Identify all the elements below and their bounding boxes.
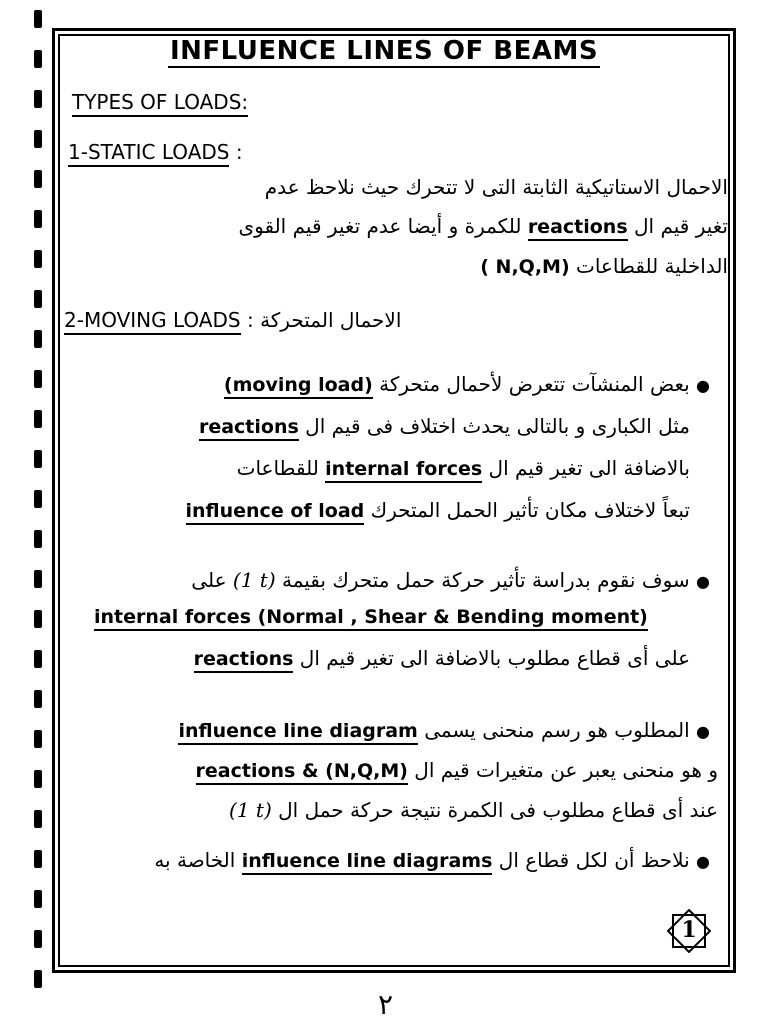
footer-mark: ٢ — [378, 988, 394, 1021]
bullet2-line-2: internal forces (Normal , Shear & Bending moment) — [94, 606, 648, 628]
bullet3-line-1: ● المطلوب هو رسم منحنى يسمى influence line diagram — [178, 718, 710, 742]
bullet1-line-4: تبعاً لاختلاف مكان تأثير الحمل المتحرك influence of load — [186, 498, 691, 522]
bullet1-line-3: بالاضافة الى تغير قيم ال internal forces للقطاعات — [237, 456, 690, 480]
types-heading: TYPES OF LOADS: — [72, 90, 248, 114]
static-heading: 1-STATIC LOADS : — [68, 140, 243, 164]
bullet2-line-3: على أى قطاع مطلوب بالاضافة الى تغير قيم ال reactions — [194, 646, 690, 670]
page-title: INFLUENCE LINES OF BEAMS — [169, 36, 599, 66]
bullet-dot-icon: ● — [696, 376, 710, 395]
bullet1-line-2: مثل الكبارى و بالتالى يحدث اختلاف فى قيم ال reactions — [199, 414, 690, 438]
bullet1-line-1: ● بعض المنشآت تتعرض لأحمال متحركة (moving load) — [224, 372, 710, 396]
page-number-badge — [667, 909, 711, 953]
page-number: 1 — [681, 917, 697, 943]
static-line-1: الاحمال الاستاتيكية الثابتة التى لا تتحرك حيث نلاحظ عدم — [264, 175, 728, 199]
static-line-3: الداخلية للقطاعات ( N,Q,M) — [480, 254, 728, 278]
bullet3-line-3: عند أى قطاع مطلوب فى الكمرة نتيجة حركة حمل ال (1 t) — [229, 798, 718, 822]
bullet2-line-1: ● سوف نقوم بدراسة تأثير حركة حمل متحرك بقيمة (1 t) على — [191, 568, 710, 592]
moving-heading: 2-MOVING LOADS : الاحمال المتحركة — [64, 308, 401, 332]
binding-spine — [34, 10, 44, 1000]
bullet3-line-2: و هو منحنى يعبر عن متغيرات قيم ال reactions & (N,Q,M) — [196, 758, 718, 782]
static-line-2: تغير قيم ال reactions للكمرة و أيضا عدم تغير قيم القوى — [238, 214, 728, 238]
bullet4-line-1: ● نلاحظ أن لكل قطاع ال influence line diagrams الخاصة به — [154, 848, 710, 872]
